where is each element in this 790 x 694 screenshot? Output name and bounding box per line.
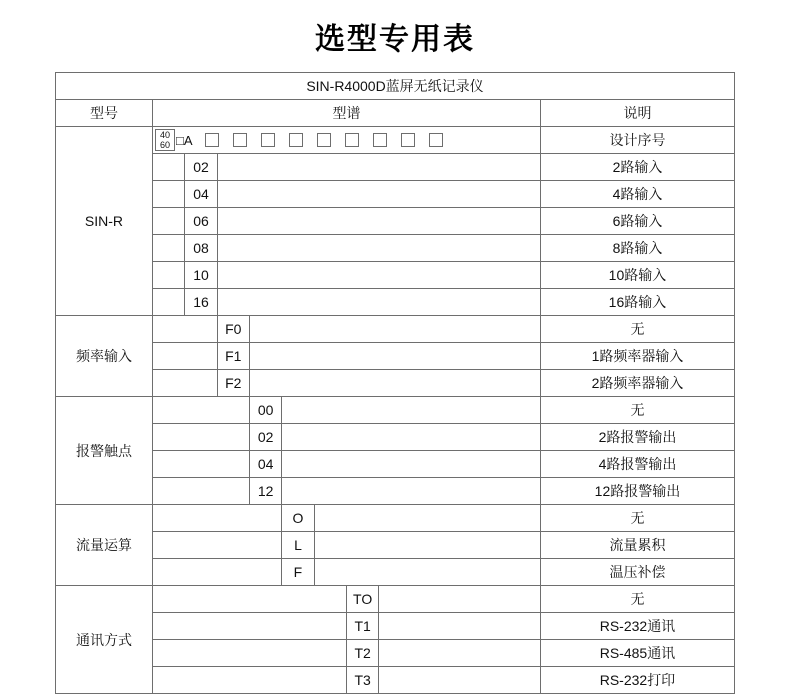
table-row [56, 370, 735, 397]
table-row [56, 424, 735, 451]
table-row [56, 316, 735, 343]
model-fraction-box [155, 129, 175, 151]
header-model: 型号 [56, 100, 153, 127]
spacer-cell [152, 208, 184, 235]
code-cell-t2: T2 [346, 640, 378, 667]
spacer-cell [249, 316, 540, 343]
spacer-cell [379, 640, 541, 667]
spacer-cell [217, 208, 540, 235]
spacer-cell [282, 424, 541, 451]
code-cell-t1: T1 [346, 613, 378, 640]
spacer-cell [152, 640, 346, 667]
option-square-7 [373, 133, 387, 147]
table-row [56, 505, 735, 532]
table-row [56, 478, 735, 505]
code-cell-alarm-04: 04 [249, 451, 281, 478]
option-square-8 [401, 133, 415, 147]
design-serial-box-row [152, 127, 540, 154]
desc-f1: 1路频率器输入 [540, 343, 734, 370]
spacer-cell [152, 451, 249, 478]
spacer-cell [314, 532, 540, 559]
table-row [56, 181, 735, 208]
spacer-cell [152, 424, 249, 451]
code-cell-alarm-12: 12 [249, 478, 281, 505]
desc-08: 8路输入 [540, 235, 734, 262]
option-square-1 [205, 133, 219, 147]
table-title-row [56, 73, 735, 100]
selection-spec-table [55, 72, 735, 694]
desc-t2: RS-485通讯 [540, 640, 734, 667]
code-cell-to: TO [346, 586, 378, 613]
desc-t3: RS-232打印 [540, 667, 734, 694]
code-cell-flow-l: L [282, 532, 314, 559]
spacer-cell [152, 262, 184, 289]
spacer-cell [152, 505, 281, 532]
spacer-cell [379, 613, 541, 640]
desc-16: 16路输入 [540, 289, 734, 316]
table-row [56, 397, 735, 424]
code-cell-10: 10 [185, 262, 217, 289]
spacer-cell [217, 235, 540, 262]
table-row [56, 289, 735, 316]
option-square-6 [345, 133, 359, 147]
desc-flow-o: 无 [540, 505, 734, 532]
option-square-5 [317, 133, 331, 147]
spacer-cell [152, 532, 281, 559]
option-square-4 [289, 133, 303, 147]
table-row [56, 613, 735, 640]
spacer-cell [152, 289, 184, 316]
spacer-cell [379, 667, 541, 694]
option-square-2 [233, 133, 247, 147]
desc-flow-l: 流量累积 [540, 532, 734, 559]
desc-t1: RS-232通讯 [540, 613, 734, 640]
spacer-cell [379, 586, 541, 613]
desc-flow-f: 温压补偿 [540, 559, 734, 586]
desc-alarm-00: 无 [540, 397, 734, 424]
spacer-cell [152, 316, 217, 343]
code-cell-flow-f: F [282, 559, 314, 586]
spacer-cell [152, 667, 346, 694]
spacer-cell [217, 289, 540, 316]
table-row [56, 667, 735, 694]
code-cell-f1: F1 [217, 343, 249, 370]
desc-04: 4路输入 [540, 181, 734, 208]
desc-f2: 2路频率器输入 [540, 370, 734, 397]
spacer-cell [152, 370, 217, 397]
table-row [56, 451, 735, 478]
spacer-cell [152, 343, 217, 370]
table-row [56, 262, 735, 289]
spacer-cell [217, 154, 540, 181]
desc-10: 10路输入 [540, 262, 734, 289]
spacer-cell [152, 397, 249, 424]
desc-02: 2路输入 [540, 154, 734, 181]
code-cell-alarm-02: 02 [249, 424, 281, 451]
group-label-alarm-contact: 报警触点 [56, 397, 153, 505]
desc-alarm-02: 2路报警输出 [540, 424, 734, 451]
spacer-cell [217, 181, 540, 208]
code-cell-16: 16 [185, 289, 217, 316]
table-row [56, 127, 735, 154]
spacer-cell [152, 478, 249, 505]
code-cell-f2: F2 [217, 370, 249, 397]
code-cell-06: 06 [185, 208, 217, 235]
code-cell-04: 04 [185, 181, 217, 208]
desc-alarm-12: 12路报警输出 [540, 478, 734, 505]
model-letter-a: □A [175, 132, 193, 148]
group-label-frequency-input: 频率输入 [56, 316, 153, 397]
desc-to: 无 [540, 586, 734, 613]
spec-table-container [55, 72, 735, 694]
spacer-cell [314, 505, 540, 532]
model-title-cell: SIN-R4000D蓝屏无纸记录仪 [56, 73, 735, 100]
spacer-cell [282, 478, 541, 505]
spacer-cell [152, 154, 184, 181]
fraction-top: 40 [159, 130, 170, 140]
table-row [56, 532, 735, 559]
table-row [56, 154, 735, 181]
spacer-cell [249, 370, 540, 397]
spacer-cell [314, 559, 540, 586]
table-row [56, 559, 735, 586]
group-label-communication: 通讯方式 [56, 586, 153, 694]
desc-f0: 无 [540, 316, 734, 343]
spacer-cell [152, 613, 346, 640]
spacer-cell [152, 235, 184, 262]
group-label-flow-calc: 流量运算 [56, 505, 153, 586]
table-row [56, 586, 735, 613]
option-square-3 [261, 133, 275, 147]
table-row [56, 235, 735, 262]
code-cell-flow-o: O [282, 505, 314, 532]
code-cell-t3: T3 [346, 667, 378, 694]
spacer-cell [152, 559, 281, 586]
header-spectrum: 型谱 [152, 100, 540, 127]
table-row [56, 208, 735, 235]
code-cell-f0: F0 [217, 316, 249, 343]
code-cell-00: 00 [249, 397, 281, 424]
desc-06: 6路输入 [540, 208, 734, 235]
option-square-9 [429, 133, 443, 147]
spacer-cell [249, 343, 540, 370]
table-row [56, 343, 735, 370]
table-row [56, 640, 735, 667]
spacer-cell [282, 451, 541, 478]
table-header-row [56, 100, 735, 127]
page-title: 选型专用表 [315, 23, 475, 56]
spacer-cell [217, 262, 540, 289]
spacer-cell [282, 397, 541, 424]
spacer-cell [152, 586, 346, 613]
code-cell-08: 08 [185, 235, 217, 262]
fraction-bottom: 60 [159, 140, 170, 150]
spacer-cell [152, 181, 184, 208]
header-description: 说明 [540, 100, 734, 127]
code-cell-02: 02 [185, 154, 217, 181]
desc-alarm-04: 4路报警输出 [540, 451, 734, 478]
desc-design-serial: 设计序号 [540, 127, 734, 154]
group-label-sin-r: SIN-R [56, 127, 153, 316]
